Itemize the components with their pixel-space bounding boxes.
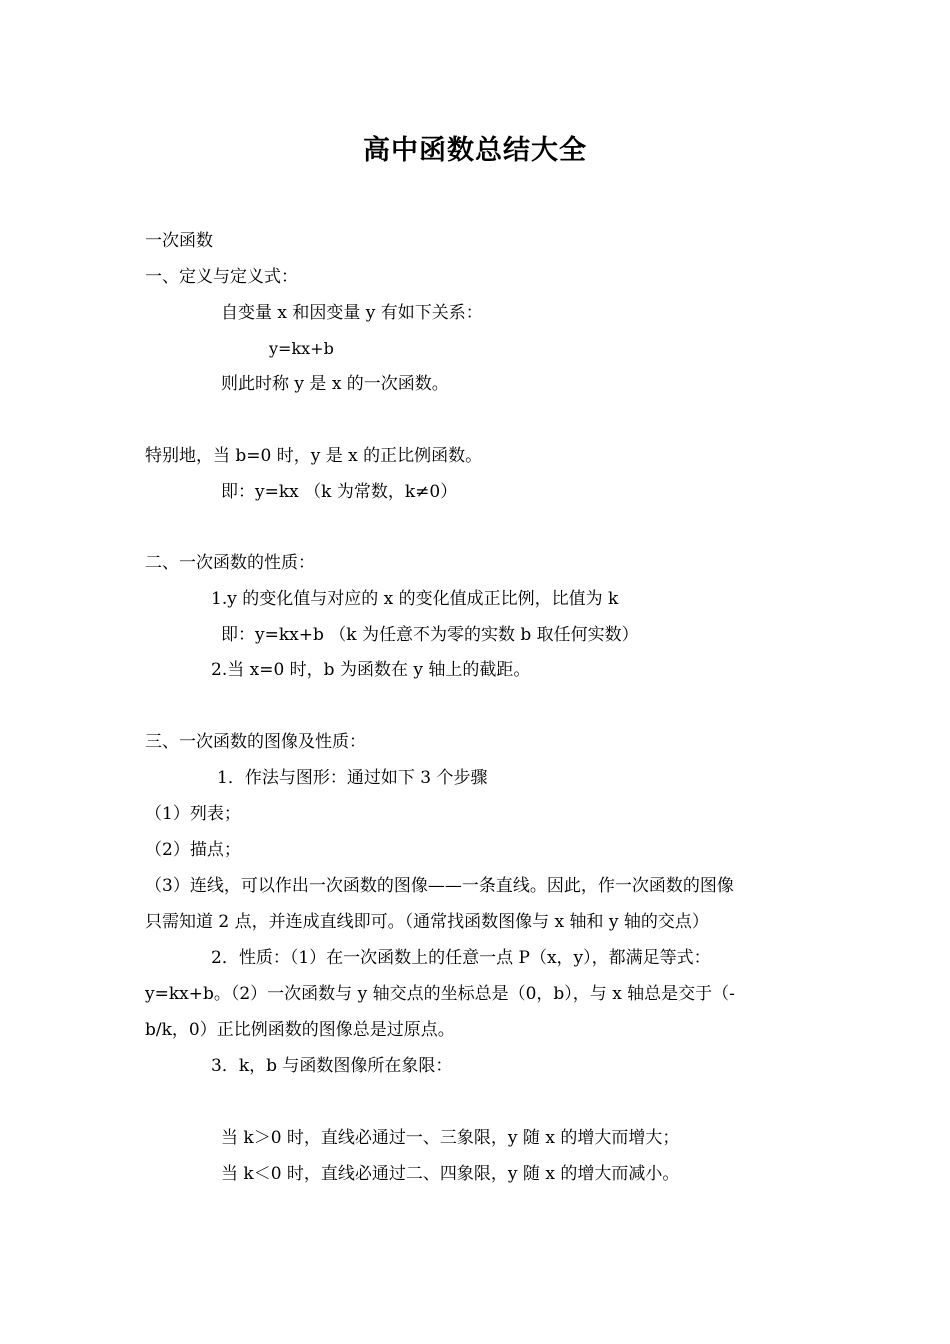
heading-properties: 二、一次函数的性质： [145, 553, 315, 573]
section-heading-linear-function: 一次函数 [145, 231, 213, 251]
formula-line: y=kx+b [269, 339, 334, 358]
paragraph-line: 当 k＜0 时，直线必通过二、四象限，y 随 x 的增大而减小。 [221, 1164, 680, 1184]
paragraph-line: 1．作法与图形：通过如下 3 个步骤 [217, 768, 488, 788]
heading-graph-properties: 三、一次函数的图像及性质： [145, 732, 366, 752]
paragraph-line: 则此时称 y 是 x 的一次函数。 [221, 374, 449, 394]
list-item: （1）列表； [145, 804, 241, 824]
paragraph-line: b/k，0）正比例函数的图像总是过原点。 [145, 1020, 455, 1040]
heading-definition: 一、定义与定义式： [145, 267, 298, 287]
paragraph-line: y=kx+b。（2）一次函数与 y 轴交点的坐标总是（0，b），与 x 轴总是交于（- [145, 984, 735, 1004]
paragraph-line: 1.y 的变化值与对应的 x 的变化值成正比例，比值为 k [211, 589, 619, 609]
paragraph-line: 2．性质：（1）在一次函数上的任意一点 P（x，y），都满足等式： [211, 948, 711, 968]
paragraph-line: 只需知道 2 点，并连成直线即可。（通常找函数图像与 x 轴和 y 轴的交点） [145, 912, 709, 932]
paragraph-line: 3．k，b 与函数图像所在象限： [211, 1056, 453, 1076]
formula-line: 即：y=kx （k 为常数，k≠0） [221, 482, 458, 502]
formula-line: 即：y=kx+b （k 为任意不为零的实数 b 取任何实数） [221, 625, 639, 645]
paragraph-line: 当 k＞0 时，直线必通过一、三象限，y 随 x 的增大而增大； [221, 1128, 680, 1148]
list-item: （2）描点； [145, 840, 241, 860]
list-item: （3）连线，可以作出一次函数的图像——一条直线。因此，作一次函数的图像 [145, 876, 734, 896]
document-title: 高中函数总结大全 [363, 135, 587, 166]
paragraph-line: 特别地，当 b=0 时，y 是 x 的正比例函数。 [145, 446, 483, 466]
paragraph-line: 2.当 x=0 时，b 为函数在 y 轴上的截距。 [211, 660, 531, 680]
paragraph-line: 自变量 x 和因变量 y 有如下关系： [221, 303, 483, 323]
